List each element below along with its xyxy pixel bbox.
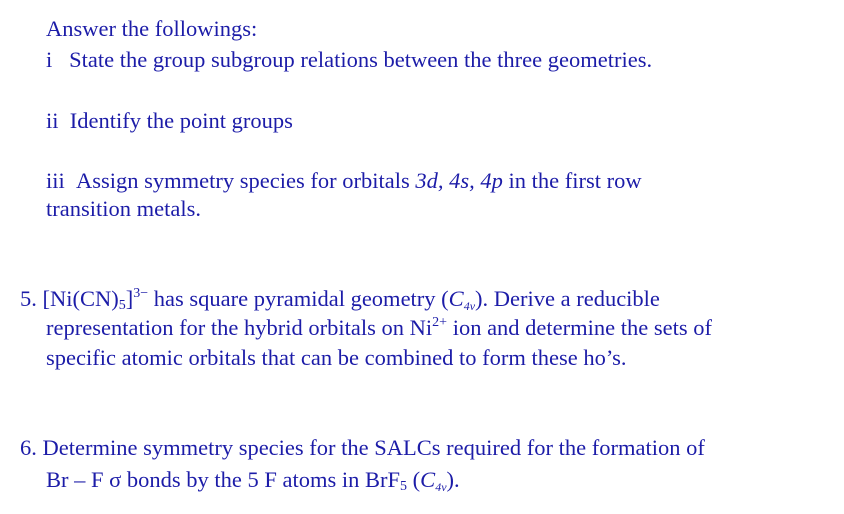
point-group-symbol: $C_{4v}$ (448, 286, 476, 313)
subquestion-i (46, 47, 652, 73)
subquestion-text: Assign symmetry species for orbitals (76, 168, 416, 193)
question-5-line-3 (46, 345, 626, 371)
question-5-line-2 (46, 315, 712, 341)
formula-subscript: 5 (400, 479, 408, 494)
question-text: has square pyramidal geometry ( (148, 286, 449, 311)
subquestion-ii (46, 108, 293, 134)
heading-text: Answer the followings: (46, 16, 258, 41)
question-6-line-1 (20, 435, 705, 461)
question-text-end: ). (446, 467, 460, 492)
subquestion-marker: ii (46, 108, 59, 133)
subquestion-text: State the group subgroup relations between the three geometries. (69, 47, 653, 72)
subquestion-continuation-text: transition metals. (46, 196, 201, 221)
subquestion-text: Identify the point groups (69, 108, 293, 133)
question-text-end: ion and determine the sets of (447, 315, 712, 340)
complex-formula: $[Ni(CN)_5]^{3-}$ (42, 286, 149, 313)
question-text: representation for the hybrid orbitals on Ni (46, 315, 433, 340)
section-heading (46, 16, 257, 42)
subquestion-iii (46, 168, 642, 194)
subquestion-marker: i (46, 47, 53, 72)
question-6-line-2: Br – F σ bonds by the 5 F atoms in BrF$_5$ $(C_{4v})$. (46, 467, 460, 494)
question-number: 5. (20, 286, 37, 311)
subquestion-text-end: in the first row (502, 168, 642, 193)
subquestion-iii-continuation (46, 196, 201, 222)
subquestion-marker: iii (46, 168, 65, 193)
question-text: Br – F σ bonds by the 5 F atoms in BrF (46, 467, 401, 492)
question-text: Determine symmetry species for the SALCs required for the formation of (42, 435, 705, 460)
point-group-symbol: $C_{4v}$ (420, 467, 447, 494)
question-number: 6. (20, 435, 37, 460)
question-text: specific atomic orbitals that can be combined to form these ho’s. (46, 345, 627, 370)
question-text-end: ). Derive a reducible (475, 286, 660, 311)
question-5-line-1 (20, 286, 660, 312)
orbital-list: 3d, 4s, 4p (415, 168, 503, 193)
ion-charge: 2+ (432, 315, 448, 330)
